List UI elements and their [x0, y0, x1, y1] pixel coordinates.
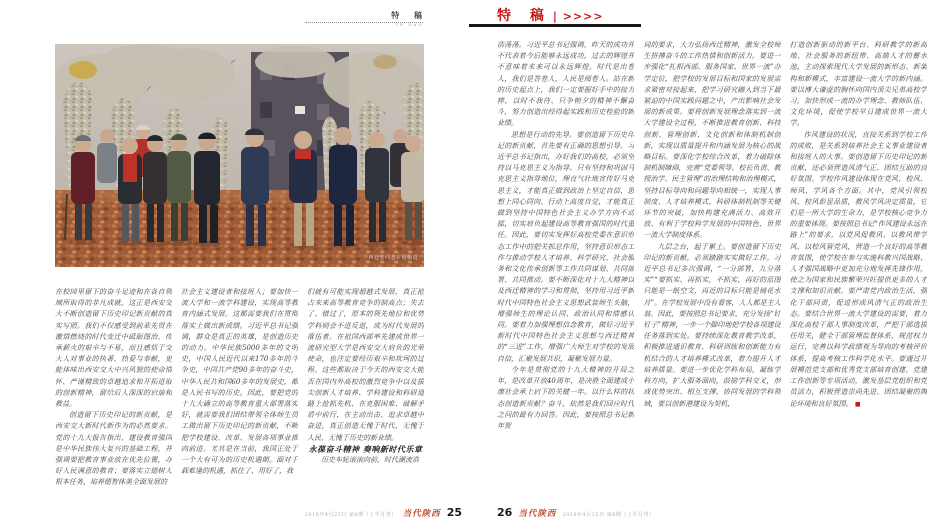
magazine-logo: 当代陕西	[402, 509, 441, 519]
left-column-1	[55, 287, 172, 505]
article-photo-illustration	[55, 44, 424, 267]
left-page-footer	[305, 506, 462, 518]
left-column-2	[181, 287, 298, 505]
right-column-3	[790, 40, 927, 508]
left-column-3	[307, 287, 424, 505]
section-tag-pinyin: TE GAO	[395, 22, 424, 27]
magazine-logo: 当代陕西	[518, 509, 557, 519]
right-page	[466, 0, 933, 532]
left-page-text-columns	[55, 287, 424, 505]
paragraph: 思想是行动的先导。要创造留下历史印记的新贡献，首先要有正确的思想引导。习近平总书记指出，办好我们的高校，必须坚持以马克思主义为指导。只有坚持和巩固马克思主义指导地位，理直气壮地宣传好马克思主义，才能真正做到政治上坚定自信、思想上同心同向、行动上高度自觉，才能真正做到坚持中国特色社会主义办学方向不动摇，切实肩负起建设高等教育强国的时代重任。因此，要切实发挥好高校党委在意识形态工作中的把关抓总作用，坚持意识形态工作与推动学校人才培养、科学研究、社会服务和文化传承创新等工作共同谋划、共同部署、共同推动。要不断深化对十九大精神以及西迁精神的学习和贯彻，坚持用习近平新时代中国特色社会主义思想武装师生头脑，增强师生的理论认同、政治认同和情感认同。要着力加强理想信念教育，做好习近平新时代中国特色社会主义思想与西迁精神的“三进”工作，增强广大师生对学校的发展自信，汇聚发展共识，凝聚发展力量。	[497, 130, 635, 363]
paragraph: 九层之台，起于累土。要创造留下历史印记的新贡献，必须踏踏实实做好工作。习近平总书记多次强调，“一分部署，九分落实”“要抓实、再抓实，不抓实，再好的蓝图只能是一纸空文，再近的目标只能是镜花水月”。在学校发展中没有看客，人人都是主人翁。因此，要按照总书记要求，充分发扬“钉钉子”精神，一步一个脚印地把学校各项建设任务落到实处。要持续深化教育教学改革，积极推进通识教育、科研训练和创新能力有机结合的人才培养模式改革，着力提升人才培养质量。要进一步优化学科布局，凝练学科方向，扩大服务面向，鼓励学科交叉，形成优势突出、相互支撑、协同发展的学科领域，要以创新港建设为契机，	[643, 242, 781, 408]
paragraph: 今年是贯彻党的十九大精神的开局之年，是改革开放40周年，是决胜全面建成小康社会承上启下的关键一年。以什么样的状态创造新贡献？奋斗，依然是我们回应时代之问的最有力回答。因此，要按照总书记新年贺	[497, 365, 635, 430]
article-photo	[55, 44, 424, 267]
paragraph: 在校园里留下的奋斗足迹和在各自领域所取得的非凡成就，这正是西安交大不断创造留下历史印记新贡献的真实写照。我们不仅感受到前辈先贤在激情燃烧的时代变迁中砥砺图治、传承薪火的艰辛与不易，而且感悟于交大人对事业的执著、热爱与奉献，更能体味出西安交大中兴风貌的使命情怀、严谨精致的卓越追求和开拓进取的创新精神，留给后人深深的启迪和教益。	[55, 288, 172, 409]
paragraph: 社会主义建设者和接班人；要加快一流大学和一流学科建设，实现高等教育内涵式发展。这都需要我们在贯彻落实上做出新成绩。习近平总书记强调，群众是真正的英雄，是创造历史的动力。中华民族5000多年的文明史，中国人民近代以来170多年的斗争史，中国共产党90多年的奋斗史，中华人民共和国60多年的发展史，都是人民书写的历史。因此，要把党的十九大确立的高等教育重大部署落实好，就需要我们团结带领全体师生员工做出留下历史印记的新贡献，不断把学校建设、改革、发展各项事业推向前进。尤其是在当前，我国正处于一个大有可为的历史机遇期。面对千载难逢的机遇，抓住了、用好了，我	[181, 288, 298, 476]
page-number: 25	[446, 506, 462, 519]
issue-info: 2018年4月25日 第8期（上半月刊）	[562, 512, 655, 518]
section-arrows: | >>>>	[552, 10, 604, 23]
paragraph: 浩荡荡。习近平总书记强调，昨天的成功并不代表着今后能够永远成功，过去的辉煌并不意味着未来可以永远辉煌。时代是出卷人，我们是答卷人，人民是阅卷人。站在新的历史起点上，我们一定要握好手中的接力棒，以时不我待、只争朝夕的精神不懈奋斗，努力创造出经得起实践和历史检验的新业绩。	[497, 41, 635, 128]
article-end-mark: ■	[854, 400, 861, 408]
paragraph: 打造创新驱动的新平台、科研教学的新高地、社会服务的新纽带、高端人才的蓄水池，主动探索现代大学发展的新形态、新架构和新模式，丰富建设一流大学的新内涵。要以博大谦虚的胸怀向国内顶尖兄弟高校学习，加快形成一流的办学理念、教师队伍、文化环境，促使学校早日建成世界一流大学。	[789, 41, 927, 128]
page-number: 26	[497, 506, 513, 519]
right-page-text-columns	[497, 40, 927, 508]
paragraph	[790, 130, 927, 410]
section-corner-tag	[391, 10, 428, 27]
issue-info: 2018年4月25日 第8期（上半月刊）	[304, 512, 397, 518]
article-subhead: 永葆奋斗精神 奏响新时代乐章	[308, 443, 423, 454]
photo-caption: 西迁老同志在梧桐道	[368, 255, 418, 261]
section-tag-label: 特 稿	[391, 10, 428, 20]
section-header	[497, 5, 604, 25]
right-column-2	[643, 40, 780, 508]
paragraph: 词的要求，大力弘扬西迁精神，激发全校师生拼搏奋斗的工作热情和创新活力。要进一步强化“扎根西部、服务国家、世界一流”办学定位，把学校的发展目标和国家的发展需求紧密对接起来，把学习研究融入到当下最紧迫的中国实践问题之中，产出影响社会发展的新成果。要将创新发展理念落实到一流大学建设全过程，不断推进教育创新、科技创新、管理创新、文化创新和体制机制创新，实现以质量提升和内涵发展为核心的战略目标。要深化学校综合改革，着力破除体制机制障碍，完善“党委领导、校长负责、教授治学、民主管理”的治理结构和治理模式，坚持目标导向和问题导向相统一，实现人事制度、人才培养模式、科研体制机制等关键环节的突破，加快构建充满活力、高效开放、有利于学校科学发展的中国特色、世界一流大学制度体系。	[643, 41, 781, 240]
paragraph: 创造留下历史印记的新贡献，是西安交大新时代新作为的必然要求。党的十九大报告指出，建设教育强国是中华民族伟大复兴的基础工程，并强调要把教育事业放在优先位置，办好人民满意的教育；要落实立德树人根本任务，培养德智体美全面发展的	[55, 411, 172, 487]
section-title: 特 稿	[497, 8, 551, 24]
left-page	[0, 0, 466, 532]
right-column-1	[497, 40, 634, 508]
section-header-rule	[469, 24, 641, 27]
paragraph-text: 作风建设的状况，直接关系到学校工作的成败，是关系到培养社会主义事业建设者和接班人的大事。要创造留下历史印记的新贡献，还必须营造风清气正、团结互助的良好氛围。学校作风建设体现在党风、校风、师风、学风各个方面。其中，党风引领校风、校风彰显品质，教风学风决定质量，它们是一所大学的生命力，是学校核心竞争力的重要体现。要按照总书记“作风建设永远在路上”的要求，以党风促教风、以教风带学风、以校风管党风，营造一个良好的高等教育氛围，使学校在参与实施科教兴国战略、人才强国战略中更加充分地发挥先锋作用，使之为国家和民族繁荣兴旺提供更多的人才支撑和知识贡献。要严肃党内政治生活，强化干部问责，促进形成风清气正的政治生态。要结合世界一流大学建设的需要，着力深化高校干部人事制度改革，严把干部选拔任用关，健全干部管理监督体系，规范权力运行，完善以科学政绩观为导向的考核评价体系，提高考核工作科学化水平。要通过开展模范党支部和优秀党支部培育创建、党建工作创新等专项活动，激发基层党组织和党员活力，积极营造崇尚先进、团结凝聚的舆论环境和良好氛围。	[789, 130, 927, 408]
paragraph: 历史车轮滚滚向前，时代潮流浩	[321, 456, 419, 465]
right-page-footer	[497, 506, 654, 518]
paragraph: 们就有可能实现超越式发展，真正抢占未来高等教育竞争的制高点；失去了、错过了，原本的领先地位和优势学科则会不进反退，成为时代发展的落伍者。在祖国西部率先建成世界一流研究型大学是西安交大肩负的光荣使命，也注定要经历艰辛和坎坷的过程。这些都取决于今天的西安交大能否在国内外高校的激烈竞争中以及拔尖创新人才培养、学科建设和科研道路上抢抓先机、在克服困难、破解矛盾中前行，在主动出击、追求卓越中奋进，真正创造无愧于时代、无愧于人民、无愧于历史的新业绩。	[307, 288, 424, 442]
